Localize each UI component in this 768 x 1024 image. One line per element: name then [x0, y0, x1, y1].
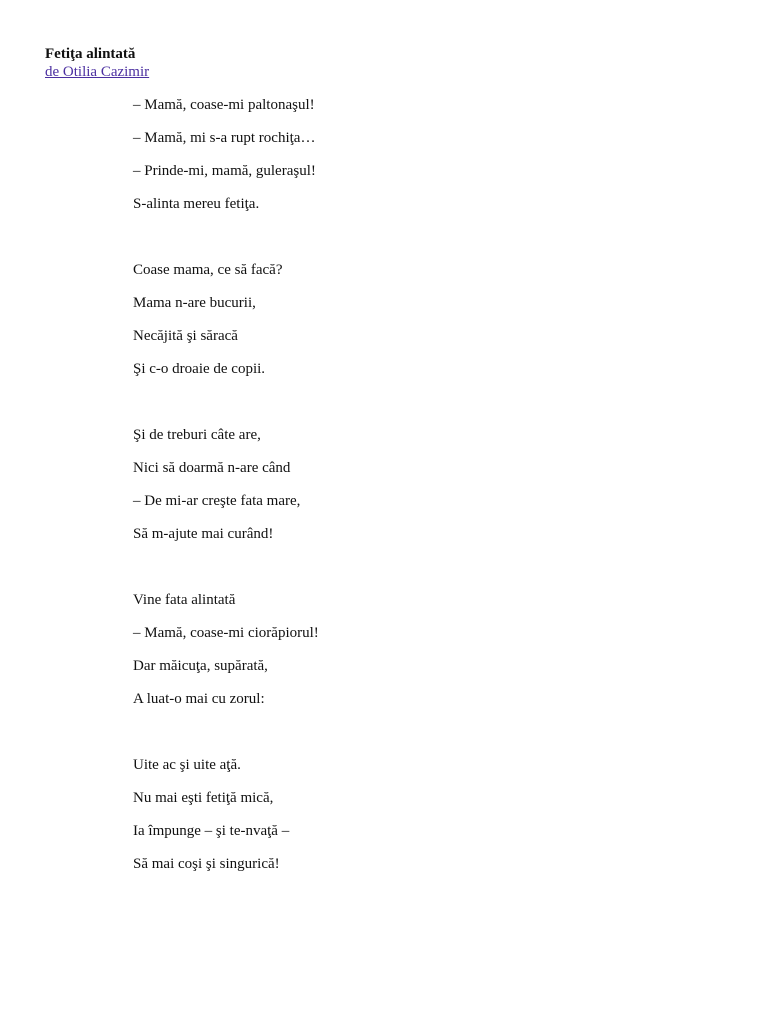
- poem-line: Să mai coşi şi singurică!: [133, 856, 280, 872]
- poem-line: A luat-o mai cu zorul:: [133, 691, 265, 707]
- poem-line: Mama n-are bucurii,: [133, 295, 256, 311]
- stanza-5: [133, 756, 319, 888]
- poem-line: Dar măicuţa, supărată,: [133, 658, 268, 674]
- poem-line: – Prinde-mi, mamă, guleraşul!: [133, 163, 316, 179]
- poem-line: Ia împunge – şi te-nvaţă –: [133, 823, 290, 839]
- poem-line: – De mi-ar creşte fata mare,: [133, 493, 301, 509]
- poem-line: Uite ac şi uite aţă.: [133, 757, 241, 773]
- poem-line: Şi de treburi câte are,: [133, 427, 261, 443]
- poem-line: Şi c-o droaie de copii.: [133, 361, 266, 377]
- poem-line: Necăjită şi săracă: [133, 328, 238, 344]
- poem-line: – Mamă, mi s-a rupt rochiţa…: [133, 130, 316, 146]
- poem-line: – Mamă, coase-mi ciorăpiorul!: [133, 625, 319, 641]
- poem-line: Nu mai eşti fetiţă mică,: [133, 790, 274, 806]
- author-link[interactable]: de Otilia Cazimir: [45, 64, 150, 80]
- poem-line: – Mamă, coase-mi paltonaşul!: [133, 97, 315, 113]
- poem-header: [45, 45, 149, 81]
- poem-line: Nici să doarmă n-are când: [133, 460, 291, 476]
- stanza-4: [133, 591, 319, 723]
- poem-body: [133, 96, 319, 921]
- stanza-2: [133, 261, 319, 393]
- stanza-1: [133, 96, 319, 228]
- poem-title: Fetiţa alintată: [45, 46, 136, 62]
- poem-line: Coase mama, ce să facă?: [133, 262, 283, 278]
- poem-line: Să m-ajute mai curând!: [133, 526, 274, 542]
- poem-line: Vine fata alintată: [133, 592, 236, 608]
- stanza-3: [133, 426, 319, 558]
- poem-line: S-alinta mereu fetiţa.: [133, 196, 260, 212]
